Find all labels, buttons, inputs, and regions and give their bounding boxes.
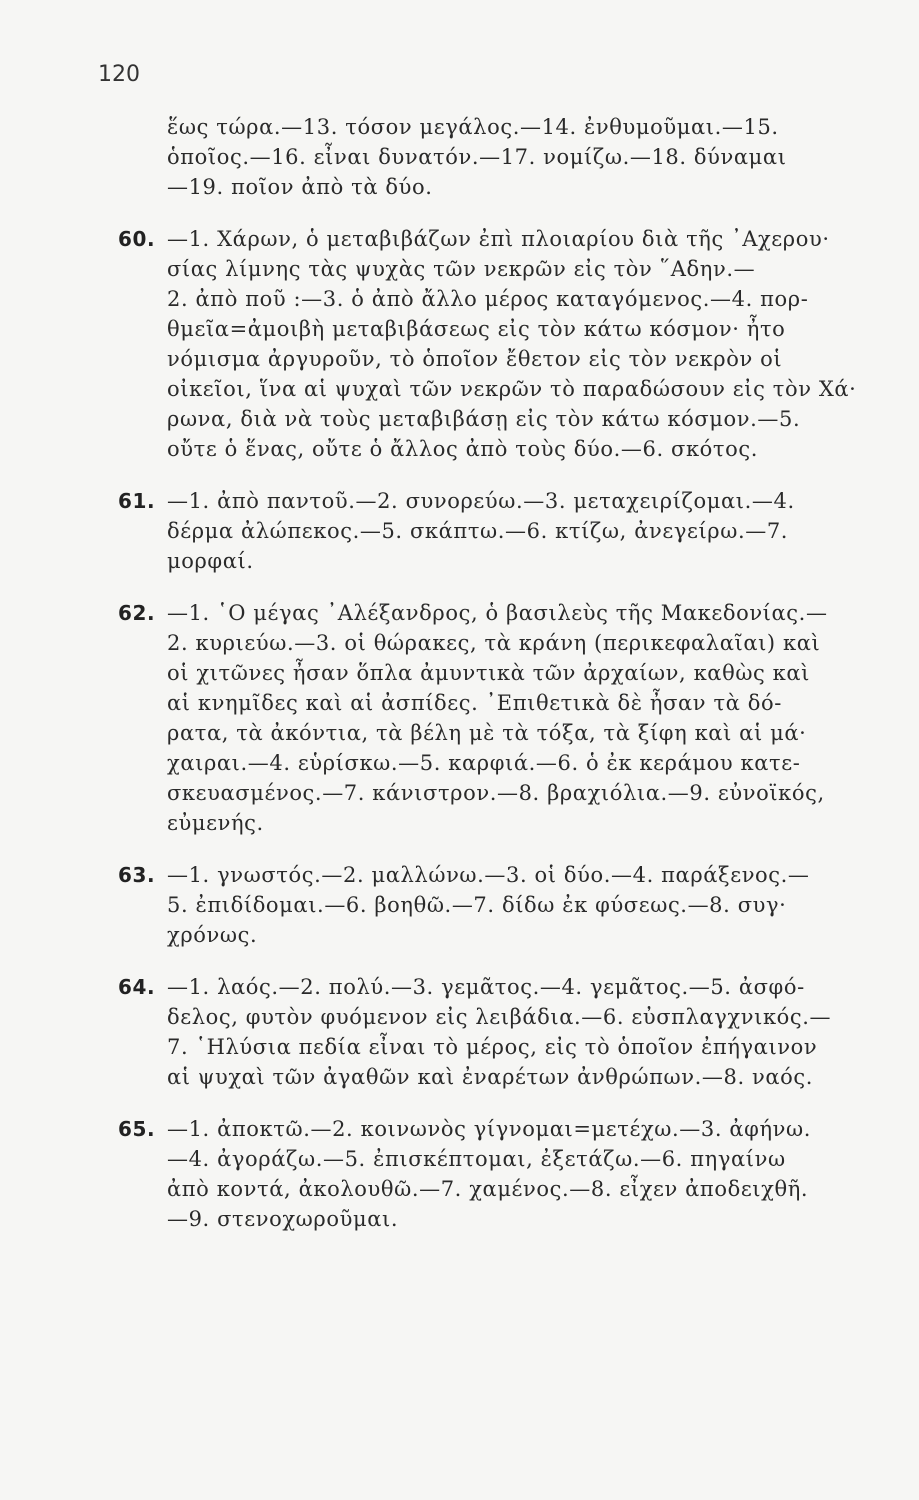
entry-60 [118,224,878,464]
entry-number: 63. [118,863,156,887]
entry-line: οὔτε ὁ ἕνας, οὔτε ὁ ἄλλος ἀπὸ τοὺς δύο.—6. σκότος. [167,437,759,461]
entry-line: 2. ἀπὸ ποῦ :—3. ὁ ἀπὸ ἄλλο μέρος καταγόμενος.—4. πορ- [167,287,809,311]
entry-line: ἀπὸ κοντά, ἀκολουθῶ.—7. χαμένος.—8. εἶχεν ἀποδειχθῆ. [167,1177,809,1201]
page-number: 120 [98,62,140,87]
entry-line: —1. γνωστός.—2. μαλλώνω.—3. οἱ δύο.—4. παράξενος.— [167,863,810,887]
entry-line: οἱ χιτῶνες ἦσαν ὅπλα ἀμυντικὰ τῶν ἀρχαίων, καθὼς καὶ [167,661,811,685]
entry-64 [118,972,878,1092]
entry-number: 61. [118,489,156,513]
entry-line: ρωνα, διὰ νὰ τοὺς μεταβιβάσῃ εἰς τὸν κάτω κόσμον.—5. [167,407,801,431]
entry-line: νόμισμα ἀργυροῦν, τὸ ὁποῖον ἔθετον εἰς τὸν νεκρὸν οἱ [167,347,783,371]
entry-continuation [118,112,878,202]
entry-line: ἕως τώρα.—13. τόσον μεγάλος.—14. ἐνθυμοῦμαι.—15. [167,115,779,139]
entry-number: 65. [118,1117,156,1141]
entry-line: —4. ἀγοράζω.—5. ἐπισκέπτομαι, ἐξετάζω.—6. πηγαίνω [167,1147,786,1171]
entry-line: μορφαί. [167,549,254,573]
entry-line: 2. κυριεύω.—3. οἱ θώρακες, τὰ κράνη (περικεφαλαῖαι) καὶ [167,631,821,655]
entry-line: δέρμα ἀλώπεκος.—5. σκάπτω.—6. κτίζω, ἀνεγείρω.—7. [167,519,789,543]
entry-line: αἱ κνημῖδες καὶ αἱ ἀσπίδες. ᾽Επιθετικὰ δὲ ἦσαν τὰ δό- [167,691,782,715]
entry-line: —1. ἀποκτῶ.—2. κοινωνὸς γίγνομαι=μετέχω.—3. ἀφήνω. [167,1117,812,1141]
entry-number: 64. [118,975,156,999]
entry-line: σίας λίμνης τὰς ψυχὰς τῶν νεκρῶν εἰς τὸν ῞Αδην.— [167,257,756,281]
glossary-entries [118,112,878,1234]
entry-line: ρατα, τὰ ἀκόντια, τὰ βέλη μὲ τὰ τόξα, τὰ ξίφη καὶ αἱ μά· [167,721,807,745]
entry-line: —1. ἀπὸ παντοῦ.—2. συνορεύω.—3. μεταχειρίζομαι.—4. [167,489,795,513]
entry-line: 7. ῾Ηλύσια πεδία εἶναι τὸ μέρος, εἰς τὸ ὁποῖον ἐπήγαινον [167,1035,818,1059]
entry-line: χαιραι.—4. εὑρίσκω.—5. καρφιά.—6. ὁ ἐκ κεράμου κατε- [167,751,801,775]
entry-line: θμεῖα=ἀμοιβὴ μεταβιβάσεως εἰς τὸν κάτω κόσμον· ἦτο [167,317,786,341]
entry-line: σκευασμένος.—7. κάνιστρον.—8. βραχιόλια.—9. εὐνοϊκός, [167,781,825,805]
entry-number: 60. [118,227,156,251]
entry-line: —9. στενοχωροῦμαι. [167,1207,399,1231]
entry-line: —1. Χάρων, ὁ μεταβιβάζων ἐπὶ πλοιαρίου διὰ τῆς ᾽Αχερου· [167,227,830,251]
entry-line: δελος, φυτὸν φυόμενον εἰς λειβάδια.—6. εὐσπλαγχνικός.— [167,1005,832,1029]
entry-61 [118,486,878,576]
entry-line: οἰκεῖοι, ἵνα αἱ ψυχαὶ τῶν νεκρῶν τὸ παραδώσουν εἰς τὸν Χά· [167,377,857,401]
entry-line: αἱ ψυχαὶ τῶν ἀγαθῶν καὶ ἐναρέτων ἀνθρώπων.—8. ναός. [167,1065,814,1089]
entry-line: —1. ῾Ο μέγας ᾽Αλέξανδρος, ὁ βασιλεὺς τῆς Μακεδονίας.— [167,601,828,625]
entry-line: εὐμενής. [167,811,264,835]
entry-number: 62. [118,601,156,625]
entry-line: ὁποῖος.—16. εἶναι δυνατόν.—17. νομίζω.—18. δύναμαι [167,145,787,169]
entry-line: 5. ἐπιδίδομαι.—6. βοηθῶ.—7. δίδω ἐκ φύσεως.—8. συγ· [167,893,787,917]
entry-62 [118,598,878,838]
entry-line: χρόνως. [167,923,258,947]
entry-line: —19. ποῖον ἀπὸ τὰ δύο. [167,175,433,199]
entry-line: —1. λαός.—2. πολύ.—3. γεμᾶτος.—4. γεμᾶτος.—5. ἀσφό- [167,975,805,999]
entry-65 [118,1114,878,1234]
entry-63 [118,860,878,950]
